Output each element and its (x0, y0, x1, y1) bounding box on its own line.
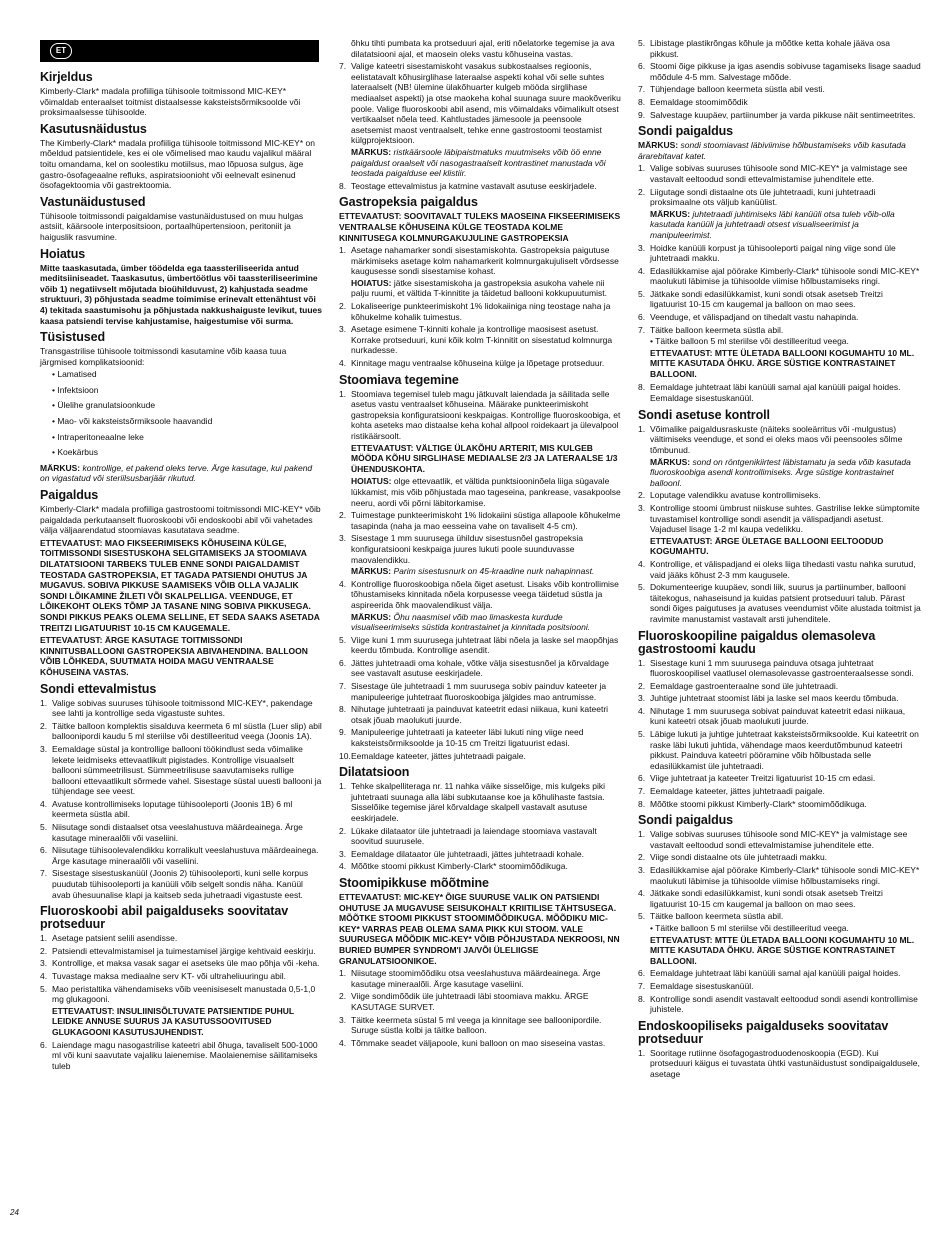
list-item: 4. Jätkake sondi edasilükkamist, kuni sondi otsak asetseb Treitzi ligatuurist 10-15 cm kaugemal ja balloon on mao sees. (638, 888, 883, 909)
tube-placement-steps-2 (638, 829, 921, 1015)
list-item: 4. Tuvastage maksa mediaalne serv KT- või ultraheliuuringu abil. (40, 971, 287, 981)
list-item: 1. Stoomiava tegemisel tuleb magu jätkuvalt laiendada ja säilitada selle asetus vastu ventraalset kõhuseina. Määrake punkteerimiskoht gastropeksia konfiguratsiooni keskpaigas. Kontrollige fluoroskoobiga, et kohta aseteks mao distaalse keha kohal allpool roidekaart ja ülevalpool ristikäärsoolt. ETTEVAATUST: VÄLTIGE ÜLAKÕHU ARTERIT, MIS KULGEB MÖÖDA KÕHU SIRGLIHASE MEDIAALSE 2/3 JA LATERAALSE 1/3 ÜHENDUSKOHTA. HOIATUS: olge ettevaatlik, et vältida punktsiooninõela liiga sügavale lükkamist, mis võib põhjustada mao tageseina, pankrease, vasakpoolse neeru, aordi või põrni läbitorkamise. (339, 388, 621, 508)
paragraph: Kimberly-Clark* madala profiiliga gastrostoomi toitmissondi MIC-KEY* võib paigaldada perkutaanselt fluoroskoobi või endoskoobi abil või vahetades välja väljaarendatud stoomiavas kasutatava seadme. (40, 504, 321, 536)
caution-paragraph: ETTEVAATUST: SOOVITAVALT TULEKS MAOSEINA FIKSEERIMISEKS VENTRAALSE KÕHUSEINA KÜLGE TEOSTADA KOLME KINNITUSEGA KOLMNURGAKUJULINE GASTROPEKSIA (339, 211, 621, 243)
heading-sondi-paigaldus-2: Sondi paigaldus (638, 813, 734, 828)
list-item: 1. Valige sobivas suuruses tühisoole toitmissond MIC-KEY*, pakendage see lahti ja kontrollige seda vigastuste suhtes. (40, 697, 313, 719)
column-3 (638, 38, 921, 1082)
list-item: 3. Hoidke kanüüli korpust ja tühisooleporti paigal ning viige sond üle juhtetraadi makku. (638, 242, 896, 264)
list-item: • Koekärbus (40, 447, 323, 458)
position-check-steps (638, 424, 921, 625)
list-item: 3. Kontrollige stoomi ümbrust niiskuse suhtes. Gastrilise lekke sümptomite tuvastamisel kontrollige sondi asendit ja välispadjandi asetust. Vajadusel lisage 1-2 ml kaupa vedelikku. ETTEVAATUST: ÄRGE ÜLETAGE BALLOONI EELTOODUD KOGUMAHTU. (638, 502, 920, 557)
warning-paragraph: Mitte taaskasutada, ümber töödelda ega taassteriliseerida antud meditsiiniseadet. Taaskasutus, ümbertöötlus või taassteriliseerimine võib 1) negatiivselt mõjutada bioühilduvust, 2) kahjustada seadme struktuuri, 3) põhjustada seadme toimimise erinevalt ettenähtust või 4) tekitada saastumisohu ja põhjustada nakkushaiguste levikut, tuues kaasa patsiendi tervise kahjustamise, haigestumise või surma. (40, 262, 322, 326)
dilation-steps (339, 781, 622, 872)
list-item: 6. Jättes juhtetraadi oma kohale, võtke välja sisestusnõel ja kõrvaldage see vastavalt asutuse eeskirjadele. (339, 657, 609, 679)
list-item: 7. Täitke balloon keermeta süstla abil. • Täitke balloon 5 ml steriilse või destilleeritud veega. ETTEVAATUST: MTTE ÜLETADA BALLOONI KOGUMAHTU 10 ML. MITTE KASUTADA ÕHKU. ÄRGE SÜSTIGE KONTRASTAINET BALLOONI. (638, 324, 915, 380)
list-item: 2. Patsiendi ettevalmistamisel ja tuimestamisel järgige kehtivaid eeskirju. (40, 945, 316, 956)
list-item: 4. Kontrollige fluoroskoobiga nõela õiget asetust. Lisaks võib kontrollimise tõhustamiseks kinnitada nõela korpusesse veega täidetud süstla ja aspireerida õhk maovalendikust välja. MÄRKUS: Õhu naasmisel võib mao limaskesta kurdude visualiseerimiseks süstida kontrastainet ja kinnitada positsiooni. (339, 578, 619, 633)
list-item: 6. Viige juhtetraat ja kateeter Treitzi ligatuurist 10-15 cm edasi. (638, 773, 876, 784)
list-item: 8. Eemaldage stoomimõõdik (638, 96, 748, 107)
preparation-steps (40, 698, 323, 901)
list-item: õhku tihti pumbata ka protseduuri ajal, eriti nõelatorke tegemise ja ava dilatatsiooni ajal, et maosein oleks vastu kõhuseina vastas. (351, 38, 615, 59)
stoma-steps (339, 389, 622, 762)
column-2 (339, 38, 622, 1050)
heading-dilatatsioon: Dilatatsioon (339, 765, 410, 780)
list-item: 3. Edasilükkamise ajal pöörake Kimberly-Clark* tühisoole sondi MIC-KEY* maolukuti läbimise ja tühisoolde viimise hõlbustamiseks ringi. (638, 865, 920, 886)
list-item: 5. Dokumenteerige kuupäev, sondi liik, suurus ja partiinumber, ballooni täitekogus, nahaseisund ja kuidas patsient protseduuri talub. Pärast sondi õiges paigutuses ja avatuses veendumist võite alustada toitmist ja ravimite manustamist vastavalt arsti juhenditele. (638, 582, 921, 624)
note: MÄRKUS: kontrollige, et pakend oleks terve. Ärge kasutage, kui pakend on vigastatud või steriilsusbarjäär rikutud. (40, 462, 313, 484)
list-item: 7. Eemaldage sisestuskanüül. (638, 980, 754, 991)
list-item: 2. Viige sondi distaalne ots üle juhtetraadi makku. (638, 852, 828, 863)
list-item: 4. Nihutage 1 mm suurusega sobivat painduvat kateetrit edasi niikaua, kuni kateetri otsak jõuab maolukuti juurde. (638, 705, 906, 727)
list-item: • Infektsioon (40, 385, 323, 396)
list-item: 1. Sisestage kuni 1 mm suurusega painduva otsaga juhtetraat fluoroskoopilisel vaatlusel olemasolevasse gastroenteraalsesse sondi. (638, 657, 914, 679)
tube-placement-steps (638, 163, 921, 403)
heading-tusistused: Tüsistused (40, 330, 105, 345)
list-item: 1. Võimalike paigaldusraskuste (näiteks sooleärritus või -mulgustus) vältimiseks veenduge, et sond ei oleks maos või peensooles sõlme tõmbunud. MÄRKUS: sond on röntgenikiirtest läbistamatu ja seda võib kasutada fluoroskoobiga asendi kontrollimiseks. Ärge süstige kontrastainet balloonI. (638, 423, 911, 488)
list-item: 3. Sisestage 1 mm suurusega ühilduv sisestusnõel gastropeksia konfiguratsiooni keskpaiga juures lukuti poole suunduvasse maovalendikku. MÄRKUS: Parim sisestusnurk on 45-kraadine nurk nahapinnast. (339, 533, 595, 577)
list-item: 4. Mõõtke stoomi pikkust Kimberly-Clark* stoomimõõdikuga. (339, 861, 568, 872)
endoscopic-steps (638, 1048, 921, 1080)
list-item: 8. Teostage ettevalmistus ja katmine vastavalt asutuse eeskirjadele. (339, 180, 597, 191)
list-item: 4. Edasilükkamise ajal pöörake Kimberly-Clark* tühisoole sondi MIC-KEY* maolukuti läbimise ja tühisoolde viimise hõlbustamiseks ringi. (638, 265, 920, 287)
list-item: 5. Libistage plastikrõngas kõhule ja mõõtke ketta kohale jääva osa pikkust. (638, 38, 891, 59)
heading-vastunaidustused: Vastunäidustused (40, 194, 146, 209)
heading-gastropeksia: Gastropeksia paigaldus (339, 195, 478, 210)
list-item: • Intraperitoneaalne leke (40, 432, 323, 443)
caution-paragraph: ETTEVAATUST: MAO FIKSEERIMISEKS KÕHUSEINA KÜLGE, TOITMISSONDI SISESTUSKOHA SELGITAMISEKS JA STOOMIAVA DILATATSIOONI TARBEKS TULEB ENNE SONDI PAIGALDAMIST TEOSTADA GASTROPEKSIA, ET TAGADA PATSIENDI OHUTUS JA MUGAVUS. SOBIVA PIKKUSE SAAMISEKS VÕIB OLLA VAJALIK SONDI LÕIKAMINE ŽILETI VÕI SKALPELLIGA. VEENDUGE, ET LÕIKEKOHT OLEKS TÕMP JA TASANE NING SOBIVA PIKKUSEGA. SONDI PIKKUS PEAKS OLEMA SELLINE, ET SEDA SAAKS ASETADA TREITZI LIGATUURIST 10-15 CM KAUGEMALE. (40, 537, 320, 633)
list-item: 7. Sisestage üle juhtetraadi 1 mm suurusega sobiv painduv kateeter ja manipuleerige juhtetraat fluoroskoobiga jälgides mao antrumisse. (339, 681, 607, 702)
list-item: 4. Kontrollige, et välispadjand ei oleks liiga tihedasti vastu nahka surutud, vaid jääks kõhust 2-3 mm kaugusele. (638, 558, 916, 580)
language-badge: ET (50, 43, 72, 59)
list-item: 2. Lükake dilataator üle juhtetraadi ja laiendage stoomiava vastavalt soovitud suurusele. (339, 825, 597, 847)
list-item: 8. Nihutage juhtetraati ja painduvat kateetrit edasi niikaua, kuni kateetri otsak jõuab maolukuti juurde. (339, 704, 609, 725)
list-item: 1. Valige sobivas suuruses tühisoole sond MIC-KEY* ja valmistage see vastavalt eeltoodud sondi ettevalmistamise juhenditele ette. (638, 163, 908, 184)
heading-kirjeldus: Kirjeldus (40, 70, 93, 84)
list-item: 5. Jätkake sondi edasilükkamist, kuni sondi otsak asetseb Treitzi ligatuurist 10-15 cm kaugemal ja balloon on mao sees. (638, 288, 883, 310)
heading-endoskoopiline: Endoskoopiliseks paigalduseks soovitatav protseduur (638, 1018, 889, 1046)
list-item: • Lamatised (40, 369, 323, 380)
list-item: 4. Kinnitage magu ventraalse kõhuseina külge ja lõpetage protseduur. (339, 358, 605, 369)
list-item: 5. Viige kuni 1 mm suurusega juhtetraat läbi nõela ja laske sel maopõhjas keerdu tõmbuda. Kontrollige asendit. (339, 634, 619, 656)
heading-sondi-asetuse-kontroll: Sondi asetuse kontroll (638, 407, 770, 422)
list-item: 1. Niisutage stoomimõõdiku otsa veeslahustuva määrdeainega. Ärge kasutage mineraalõli. Ärge kasutage vaseliini. (339, 968, 601, 989)
page-number: 24 (10, 1208, 19, 1217)
list-item: • Mao- või kaksteistsõrmiksoole haavandid (40, 416, 323, 427)
paragraph: Kimberly-Clark* madala profiiliga tühisoole toitmissond MIC-KEY* võimaldab enteraalset toitmist distaalsesse kaksteistsõrmiksoolde või proksimaalsesse tühisoolde. (40, 86, 301, 118)
list-item: 7. Eemaldage kateeter, jättes juhtetraadi paigale. (638, 786, 825, 797)
list-item: 3. Kontrollige, et maksa vasak sagar ei asetseks üle mao põhja või -keha. (40, 958, 320, 969)
list-item: 1. Valige sobivas suuruses tühisoole sond MIC-KEY* ja valmistage see vastavalt eeltoodud sondi ettevalmistamise juhenditele ette. (638, 829, 908, 850)
list-item: 3. Eemaldage süstal ja kontrollige ballooni töökindlust seda võimalike lekete leidmiseks ettevaatlikult pigistades. Kontrollige visuaalselt ballooni sümmeetrilisust. Sümmeetrilisuse saavutamiseks rullige ballooni ettevaatlikult sõrmede vahel. Sisestage süstal uuesti ballooni ja tühjendage see veest. (40, 743, 322, 797)
paragraph: The Kimberly-Clark* madala profiiliga tühisoole toitmissond MIC-KEY* on mõeldud patsientidele, kes ei ole võimelised mao kaudu vajalikul määral toitu omandama, kel on soolestiku motiilsus, mao lõpuosa sulgus, äge gastro-ösofageaalne refluks, aspiratsioonioht või eelnevalt esinenud ösofagektoomia või gastrektoomia. (40, 137, 315, 191)
list-item: 3. Juhtige juhtetraat stoomist läbi ja laske sel maos keerdu tõmbuda. (638, 693, 899, 704)
measurement-steps-continued (638, 38, 921, 120)
list-item: 1. Asetage patsient selili asendisse. (40, 933, 178, 944)
list-item: • Ülelihe granulatsioonkude (40, 400, 323, 411)
list-item: 3. Asetage esimene T-kinniti kohale ja kontrollige maosisest asetust. Korrake protseduuri, kuni kõik kolm T-kinnitit on sisestatud kolmnurga nurkadesse. (339, 324, 613, 356)
paragraph: Transgastrilise tühisoole toitmissondi kasutamine võib kaasa tuua järgmised komplikatsioonid: (40, 346, 287, 367)
list-item: 2. Viige sondimõõdik üle juhtetraadi läbi stoomiava makku. ÄRGE KASUTAGE SURVET. (339, 991, 589, 1012)
complications-list (40, 369, 323, 458)
list-item: 7. Tühjendage balloon keermeta süstla abil vesti. (638, 84, 825, 95)
list-item: 6. Laiendage magu nasogastrilise kateetri abil õhuga, tavaliselt 500-1000 ml või kuni saavutate vajaliku laienemise. Maolaienemise säilitamiseks tuleb (40, 1039, 318, 1071)
list-item: 6. Eemaldage juhtetraat läbi kanüüli samal ajal kanüüli paigal hoides. (638, 968, 901, 979)
list-item: 2. Loputage valendikku avatuse kontrollimiseks. (638, 490, 821, 501)
language-header-bar (40, 40, 319, 62)
list-item: 5. Läbige lukuti ja juhtige juhtetraat kaksteistsõrmiksoolde. Kui kateetrit on raske läbi lukuti juhtida, vähendage maos keerdutõmbunud kateetri pikkust. Painduva kateetri pööramine võib hõlbustada selle edasilükkamist üle juhtetraadi. (638, 729, 919, 771)
list-item: 6. Niisutage tühisoolevalendikku korralikult veeslahustuva määrdeainega. Ärge kasutage mineraalõli või vaseliini. (40, 845, 319, 866)
list-item: 10. Eemaldage kateeter, jättes juhtetraadi paigale. (339, 750, 526, 761)
list-item: 7. Sisestage sisestuskanüül (Joonis 2) tühisooleporti, kuni selle korpus puudutab tühisooleporti ja kanüüli võib selgelt sondis näha. Kanüül avab ühesuunalise klapi ja kaitseb seda juhetraadi vigastuste eest. (40, 868, 309, 900)
list-item: 7. Valige kateetri sisestamiskoht vasakus subkostaalses regioonis, eelistatavalt kõhusirglihase lateraalse aspekti kohal või selle suhtes lateraalselt (NB! ülemine ülakõhuarter kulgeb mööda sirglihase mediaalset aspekti) ja otse maokeha kohal suunaga suure maokõveriku poole. Valige fluoroskoobi abil asend, mis võimaldaks võimalikult otsest vertikaalset nõela teed. Kahtlustades jämesoole ja peensoole asetsemist maost ventraalselt, tehke enne gastrostoomi teostamist külgprojektsioon. MÄRKUS: ristkäärsoole läbipaistmatuks muutmiseks võib öö enne paigaldust oraalselt või nasogastraalselt kontrastinet manustada või teostada paigalduse eel klistiir. (339, 61, 621, 179)
fluoro-steps (40, 933, 323, 1071)
heading-sondi-paigaldus: Sondi paigaldus (638, 124, 734, 139)
list-item: 2. Tuimestage punkteerimiskoht 1% lidokaiini süstiga allapoole kõhukelme tasapinda (naha ja mao eesseina vahe on tavaliselt 4-5 cm). (339, 510, 621, 531)
list-item: 5. Mao peristaltika vähendamiseks võib veenisiseselt manustada 0,5-1,0 mg glukagooni. ETTEVAATUST: INSULIINISÕLTUVATE PATSIENTIDE PUHUL LEIDKE ANNUSE SUURUS JA KASUTUSSOOVITUSED GLUKAGOONI KASUTUSJUHENDIST. (40, 984, 323, 1038)
list-item: 9. Manipuleerige juhtetraati ja kateeter läbi lukuti ning viige need kaksteistsõrmiksoolde ja 10-15 cm Treitzi ligatuurist edasi. (339, 727, 584, 749)
list-item: 6. Veenduge, et välispadjand on tihedalt vastu nahapinda. (638, 312, 859, 323)
caution-paragraph: ETTEVAATUST: ÄRGE KASUTAGE TOITMISSONDI KINNITUSBALLOONI GASTROPEKSIA ABIVAHENDINA. BALLOON VÕIB LÕHKEDA, SUUTMATA HOIDA MAGU VENTRAALSE KÕHUSEINA VASTAS. (40, 635, 308, 677)
heading-paigaldus: Paigaldus (40, 488, 99, 503)
list-item: 3. Eemaldage dilataator üle juhtetraadi, jättes juhtetraadi kohale. (339, 848, 584, 859)
list-item: 8. Kontrollige sondi asendit vastavalt eeltoodud sondi asendi kontrollimise juhistele. (638, 993, 918, 1015)
heading-hoiatus: Hoiatus (40, 246, 86, 261)
list-item: 4. Tõmmake seadet väljapoole, kuni balloon on mao siseseina vastas. (339, 1037, 606, 1048)
heading-olemasolev-gastrostoom: Fluoroskoopiline paigaldus olemasoleva gastrostoomi kaudu (638, 628, 876, 656)
heading-sondi-ettevalmistus: Sondi ettevalmistus (40, 681, 157, 696)
list-item: 2. Liigutage sondi distaalne ots üle juhtetraadi, kuni juhtetraadi proksimaalne ots väljub kanüülist. MÄRKUS: juhtetraadi juhtimiseks läbi kanüüli otsa tuleb võib-olla kasutada kanüüli ja juhtetraadi otsest visualiseerimist ja manipuleerimist. (638, 186, 895, 240)
existing-stoma-steps (638, 658, 921, 810)
caution-paragraph: ETTEVAATUST: INSULIINISÕLTUVATE PATSIENTIDE PUHUL LEIDKE ANNUSE SUURUS JA KASUTUSSOOVITUSED GLUKAGOONI KASUTUSJUHENDIST. (52, 1005, 294, 1037)
list-item: 2. Eemaldage gastroenteraalne sond üle juhtetraadi. (638, 680, 839, 691)
heading-stoomipikkus: Stoomipikkuse mõõtmine (339, 875, 489, 890)
gastropexy-steps (339, 245, 622, 369)
list-item: 6. Stoomi õige pikkuse ja igas asendis sobivuse tagamiseks lisage saadud mõõdule 4-5 mm. Salvestage mõõde. (638, 61, 921, 82)
list-item: 1. Asetage nahamarker sondi sisestamiskohta. Gastropeksia paigutuse märkimiseks asetage kolm nahamarkerit kolmnurgakujuliselt võrdsesse kaugusesse sondi sisestamise kohast. HOIATUS: jätke sisestamiskoha ja gastropeksia asukoha vahele nii palju ruumi, et vältida T-kinnitite ja täidetud ballooni kokkupuutumist. (339, 245, 619, 299)
list-item: 1. Sooritage rutiinne ösofagogastroduodenoskoopia (EGD). Kui protseduuri käigus ei tuvastata ühtki vastunäidustust sondipaigaldusele, asetage (638, 1047, 920, 1079)
list-item: 5. Täitke balloon keermeta süstla abil. • Täitke balloon 5 ml steriilse või destilleeritud veega. ETTEVAATUST: MTTE ÜLETADA BALLOONI KOGUMAHTU 10 ML. MITTE KASUTADA ÕHKU. ÄRGE SÜSTIGE KONTRASTAINET BALLOONI. (638, 911, 915, 966)
note: MÄRKUS: sondi stoomiavast läbiviimise hõlbustamiseks võib kasutada ärarebitavat katet. (638, 140, 906, 161)
list-item: 8. Eemaldage juhtetraat läbi kanüüli samal ajal kanüüli paigal hoides. Eemaldage sisestuskanüül. (638, 381, 901, 404)
column-1 (40, 66, 323, 1073)
list-item: 2. Täitke balloon komplektis sisalduva keermeta 6 ml süstla (Luer slip) abil balloonipordi kaudu 5 ml steriilse või destilleeritud veega (Joonis 1A). (40, 720, 322, 742)
list-item: 9. Salvestage kuupäev, partiinumber ja varda pikkuse näit sentimeetrites. (638, 109, 916, 120)
list-item: 4. Avatuse kontrollimiseks loputage tühisooleporti (Joonis 1B) 6 ml keermeta süstla abil. (40, 798, 293, 820)
list-item: 3. Täitke keermeta süstal 5 ml veega ja kinnitage see balloonipordile. Suruge süstla kolbi ja täitke balloon. (339, 1014, 602, 1036)
measurement-steps (339, 968, 622, 1048)
fluoro-steps-continued (339, 38, 622, 191)
heading-fluoroskoobi-paigaldus: Fluoroskoobi abil paigalduseks soovitatav protseduur (40, 904, 289, 932)
list-item: 8. Mõõtke stoomi pikkust Kimberly-Clark* stoomimõõdikuga. (638, 798, 867, 809)
list-item: 2. Lokaliseerige punkteerimiskoht 1% lidokaiiniga ning teostage naha ja kõhukelme kohalik tuimestus. (339, 301, 611, 322)
list-item: 1. Tehke skalpelliteraga nr. 11 nahka väike sisselõige, mis kulgeks piki juhtetraati suunaga alla läbi subkutaanse koe ja kõhulihaste fastsia. Sisselõike tegemise järel kõrvaldage skalpell vastavalt asutuse eeskirjadele. (339, 781, 606, 823)
caution-paragraph: ETTEVAATUST: MIC-KEY* ÕIGE SUURUSE VALIK ON PATSIENDI OHUTUSE JA MUGAVUSE SEISUKOHALT KRIITILISE TÄHTSUSEGA. MÕÕTKE STOOMI PIKKUST STOOMIMÕÕDIKUGA. MÕÕDIKU MIC-KEY* VARRAS PEAB OLEMA SAMA PIKK KUI STOOM. VALE SUURUSEGA MÕÕDIK MIC-KEY* VÕIB PÕHJUSTADA NEKROOSI, NN BURIED BUMPER SYNDROM'I JA/VÕI ÜLELIIGSE GRANULATSIOONIKOE. (339, 891, 620, 966)
heading-stoomiava: Stoomiava tegemine (339, 372, 459, 387)
list-item: 5. Niisutage sondi distaalset otsa veeslahustuva määrdeainega. Ärge kasutage mineraalõli või vaseliini. (40, 822, 303, 843)
heading-kasutusnaidustus: Kasutusnäidustus (40, 121, 147, 136)
paragraph: Tühisoole toitmissondi paigaldamise vastunäidustused on muu hulgas astsiit, käärsoole interpositsioon, portaalhüpertensioon, peritoniit ja haiguslik rasvumine. (40, 210, 304, 242)
